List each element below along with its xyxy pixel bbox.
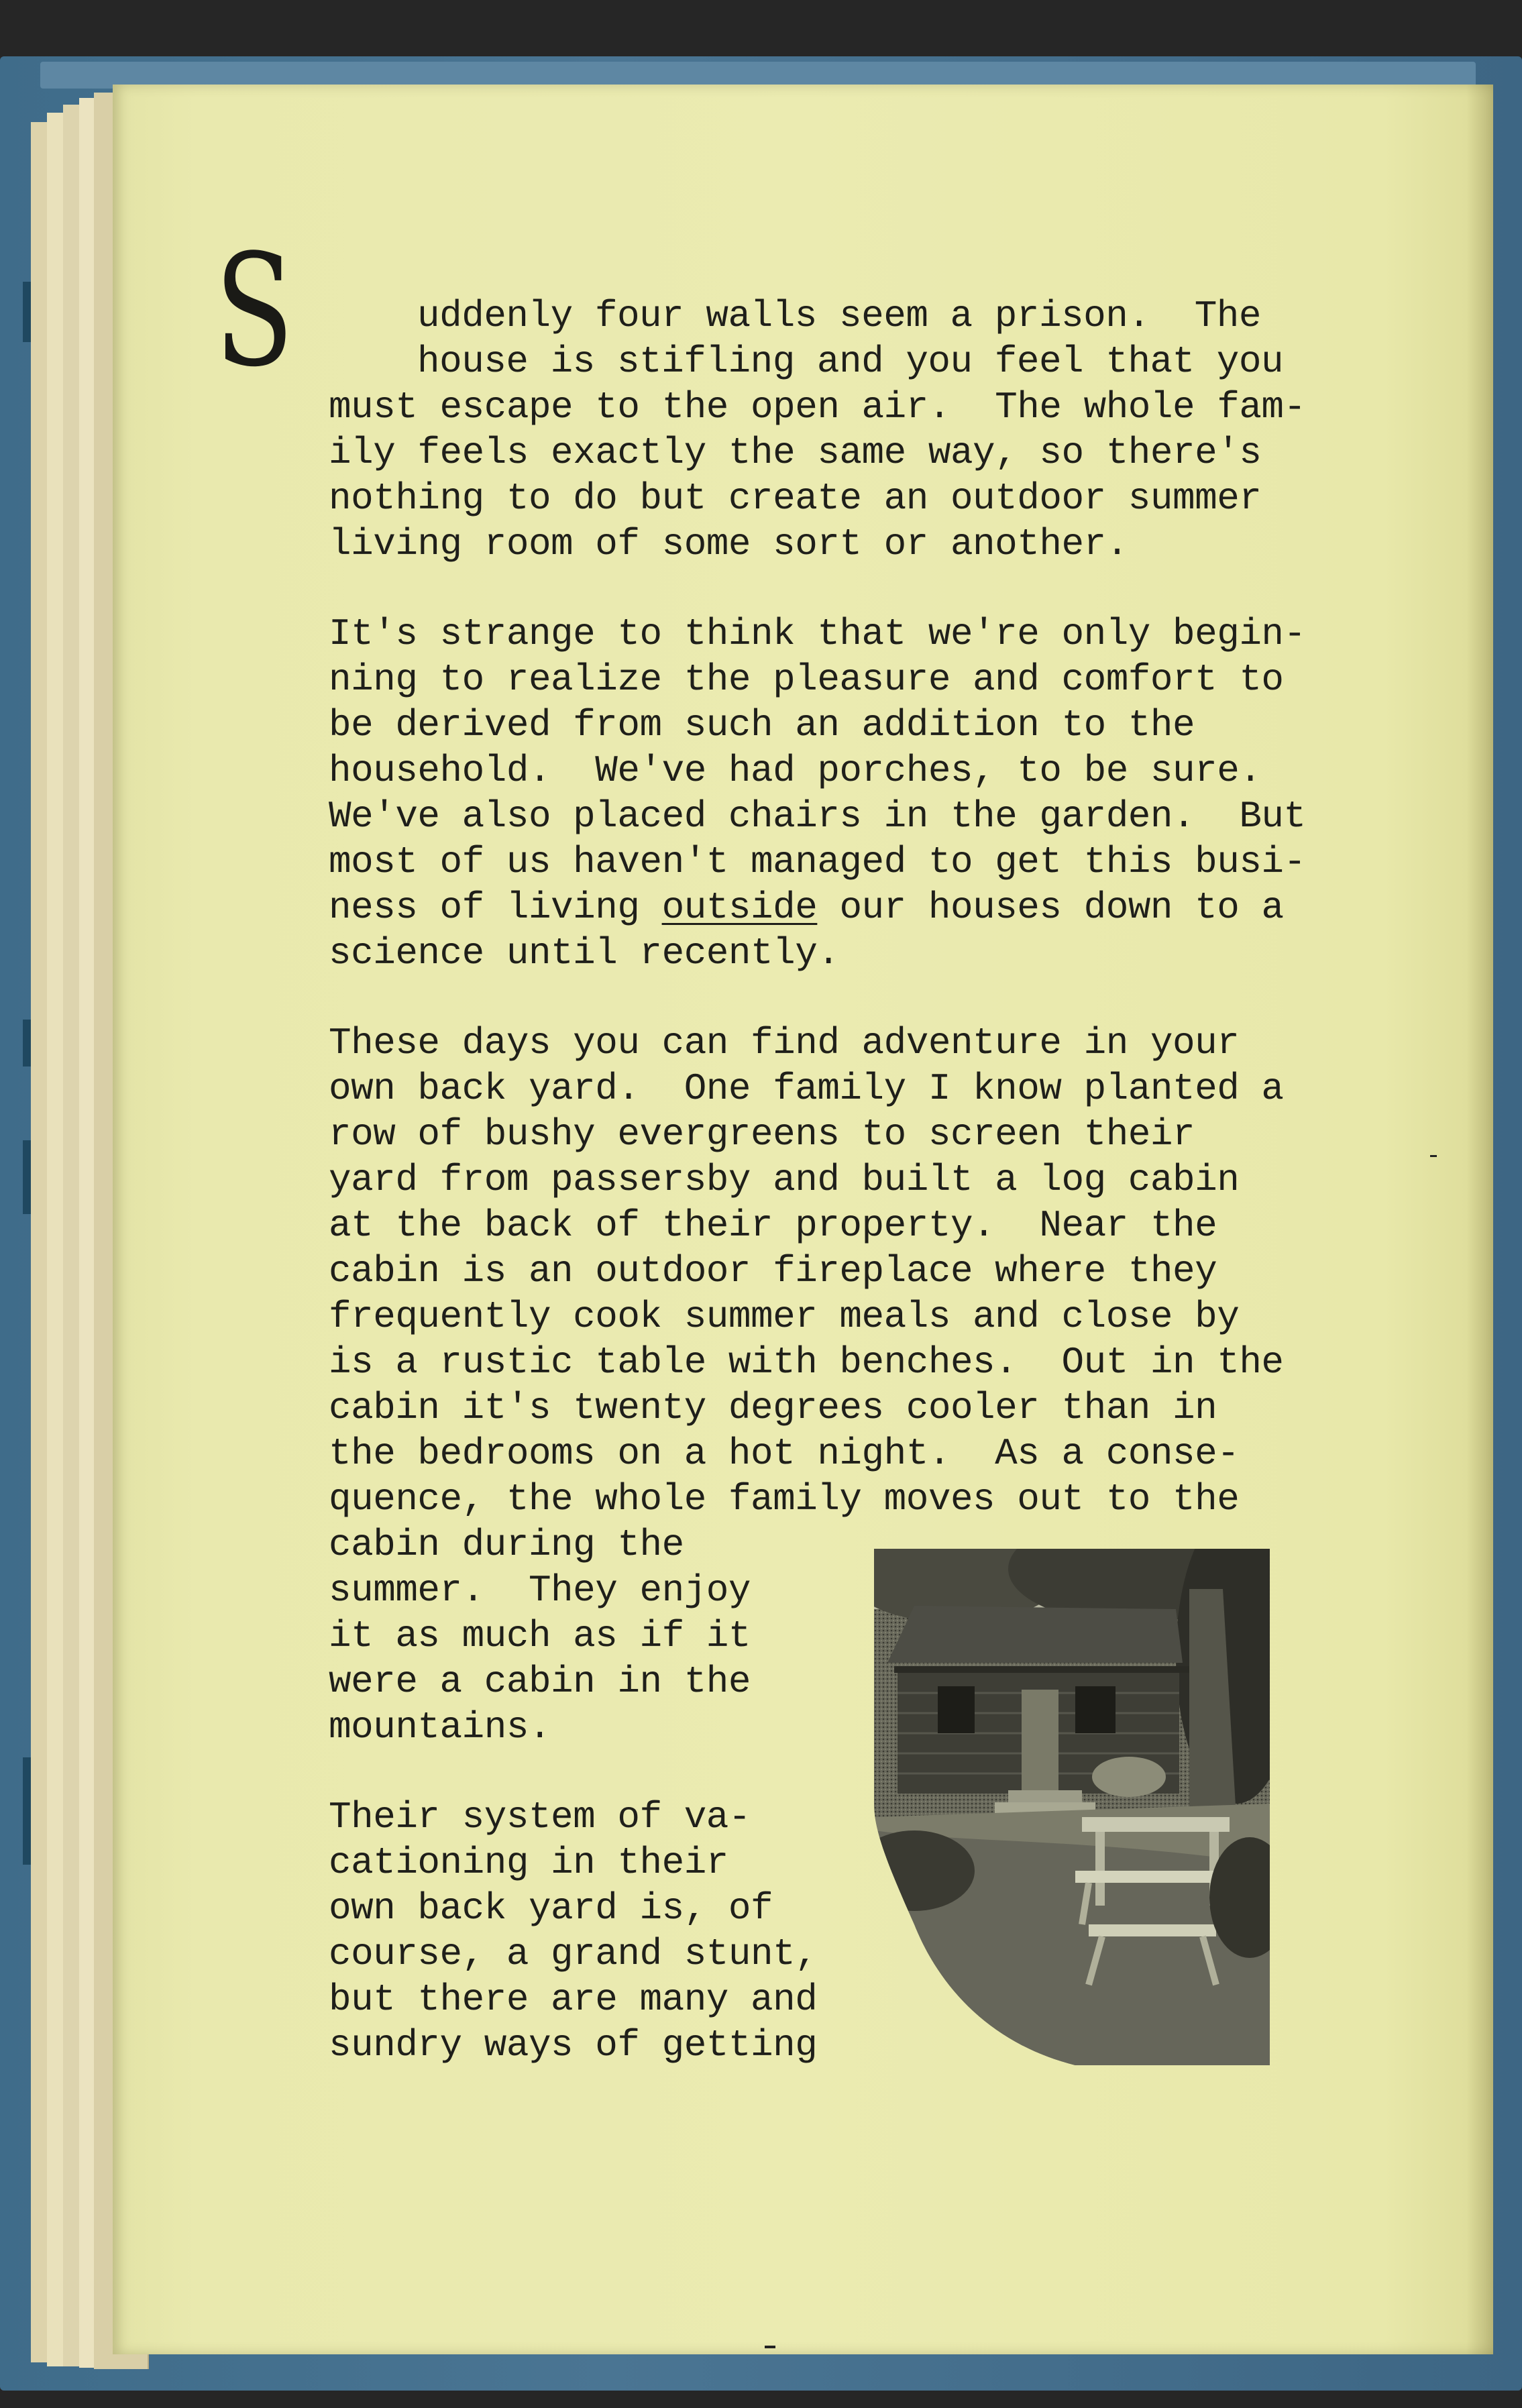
text-line: uddenly four walls seem a prison. The bbox=[417, 294, 1262, 337]
underlined-word: outside bbox=[661, 886, 818, 929]
text-segment: our houses down to a bbox=[817, 886, 1284, 929]
drop-cap: S bbox=[215, 222, 294, 401]
text-line: at the back of their property. Near the bbox=[329, 1204, 1217, 1247]
text-line: but there are many and bbox=[329, 1978, 818, 2021]
text-line: be derived from such an addition to the bbox=[329, 704, 1195, 747]
text-line: were a cabin in the bbox=[329, 1660, 751, 1703]
text-line: summer. They enjoy bbox=[329, 1569, 751, 1612]
text-line: nothing to do but create an outdoor summer bbox=[329, 477, 1262, 520]
text-line: the bedrooms on a hot night. As a conse- bbox=[329, 1432, 1240, 1475]
text-line: sundry ways of getting bbox=[329, 2024, 818, 2067]
text-line: frequently cook summer meals and close by bbox=[329, 1295, 1240, 1338]
photo-content bbox=[874, 1549, 1270, 2065]
text-line: cabin it's twenty degrees cooler than in bbox=[329, 1386, 1217, 1429]
cabin-photo bbox=[874, 1549, 1270, 2065]
text-line: These days you can find adventure in your bbox=[329, 1022, 1240, 1064]
text-line: cabin is an outdoor fireplace where they bbox=[329, 1250, 1217, 1293]
text-line: is a rustic table with benches. Out in the bbox=[329, 1341, 1284, 1384]
text-line: own back yard is, of bbox=[329, 1887, 773, 1930]
text-line: cationing in their bbox=[329, 1841, 728, 1884]
text-line: ily feels exactly the same way, so there's bbox=[329, 431, 1262, 474]
text-line: it as much as if it bbox=[329, 1615, 751, 1657]
text-line: It's strange to think that we're only begin- bbox=[329, 612, 1306, 655]
text-line: row of bushy evergreens to screen their bbox=[329, 1113, 1195, 1156]
text-line: We've also placed chairs in the garden. But bbox=[329, 795, 1306, 838]
text-line bbox=[329, 885, 1284, 931]
text-line: household. We've had porches, to be sure. bbox=[329, 749, 1262, 792]
text-line: yard from passersby and built a log cabin bbox=[329, 1158, 1240, 1201]
text-line: ning to realize the pleasure and comfort to bbox=[329, 658, 1284, 701]
text-segment: ness of living bbox=[329, 886, 662, 929]
page-mark bbox=[765, 2346, 775, 2348]
text-line: house is stifling and you feel that you bbox=[417, 340, 1284, 383]
text-line: most of us haven't managed to get this busi- bbox=[329, 840, 1306, 883]
text-line: own back yard. One family I know planted a bbox=[329, 1067, 1284, 1110]
text-line: must escape to the open air. The whole fam- bbox=[329, 386, 1306, 429]
text-line: Their system of va- bbox=[329, 1796, 751, 1839]
page-mark bbox=[1430, 1155, 1437, 1157]
text-line: science until recently. bbox=[329, 932, 840, 975]
text-line: cabin during the bbox=[329, 1523, 684, 1566]
text-line: living room of some sort or another. bbox=[329, 523, 1128, 565]
text-line: quence, the whole family moves out to the bbox=[329, 1478, 1240, 1521]
text-line: course, a grand stunt, bbox=[329, 1932, 818, 1975]
text-line: mountains. bbox=[329, 1706, 551, 1749]
